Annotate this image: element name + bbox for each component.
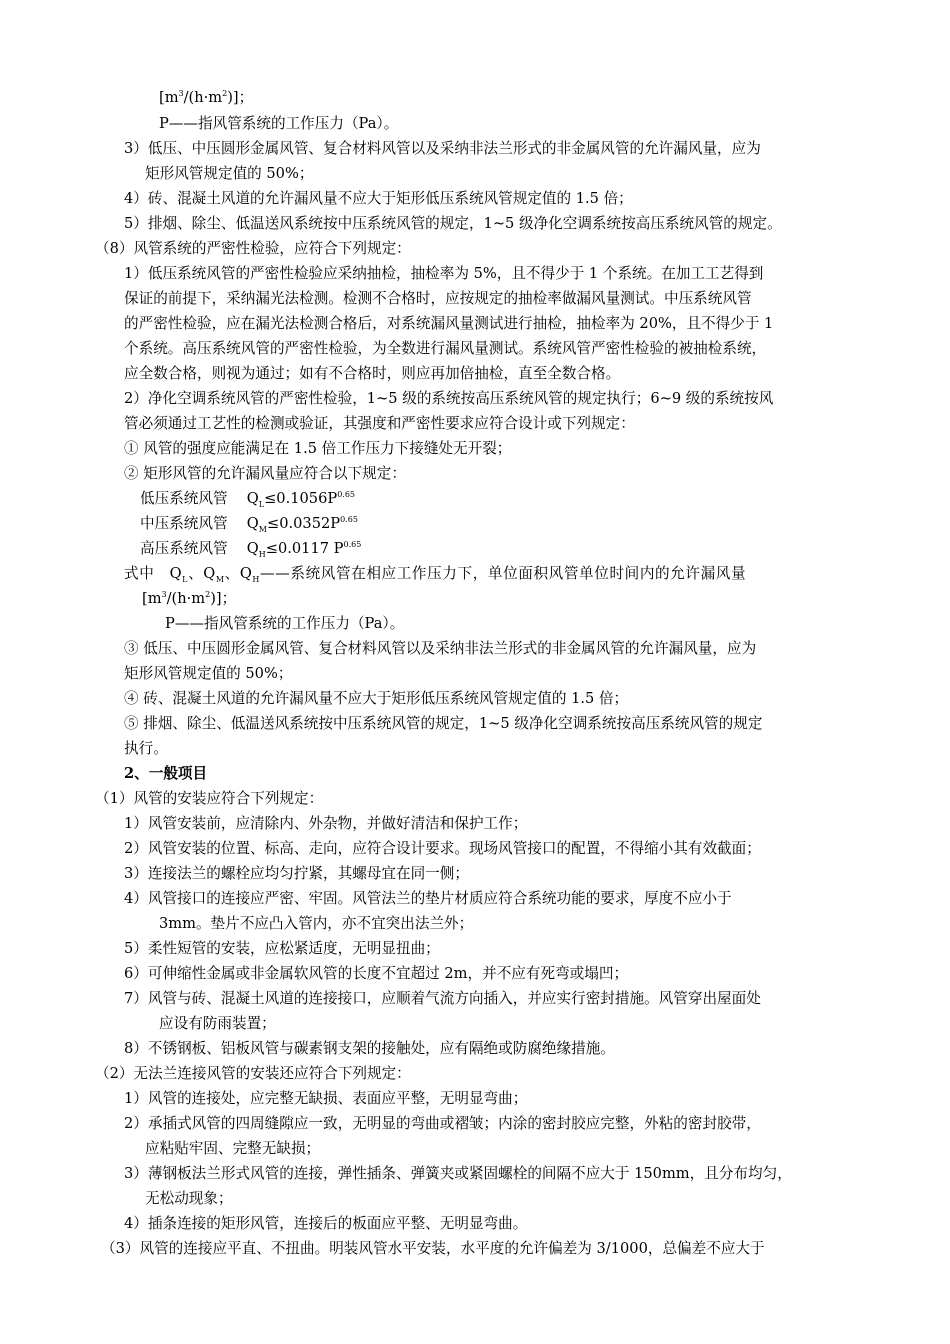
text-line: 1）风管的连接处，应完整无缺损、表面应平整，无明显弯曲； — [124, 1090, 528, 1107]
text-line: 式中 $Q_L$、$Q_M$、$Q_H——$系统风管在相应工作压力下，单位面积风管单位时间内的允许漏风量 — [124, 565, 747, 584]
text-line: 2）风管安装的位置、标高、走向，应符合设计要求。现场风管接口的配置，不得缩小其有效截面； — [124, 840, 761, 857]
text-line: 应设有防雨装置； — [159, 1015, 276, 1032]
text-line: 矩形风管规定值的 50%； — [145, 165, 314, 182]
text-line: $[m^3/(h\cdot m^2)]$； — [159, 89, 254, 106]
text-line: ① 风管的强度应能满足在 1.5 倍工作压力下接缝处无开裂； — [124, 440, 512, 457]
formula-line: 高压系统风管 $Q_H\le 0.0117$ $P^{0.65}$ — [140, 540, 362, 559]
text-line: （8）风管系统的严密性检验，应符合下列规定： — [95, 240, 411, 257]
text-line: 4）砖、混凝土风道的允许漏风量不应大于矩形低压系统风管规定值的 1.5 倍； — [124, 190, 633, 207]
text-line: 2）承插式风管的四周缝隙应一致，无明显的弯曲或褶皱；内涂的密封胶应完整，外粘的密封胶带， — [124, 1115, 761, 1132]
text-line: 应全数合格，则视为通过；如有不合格时，则应再加倍抽检，直至全数合格。 — [124, 365, 621, 382]
text-line: 1）风管安装前，应清除内、外杂物，并做好清洁和保护工作； — [124, 815, 528, 832]
formula-line: 中压系统风管 $Q_M\le 0.0352P^{0.65}$ — [140, 515, 358, 534]
text-line: 无松动现象； — [145, 1190, 233, 1207]
text-line: $[m^3/(h\cdot m^2)]$； — [142, 590, 237, 607]
text-line: 3）薄钢板法兰形式风管的连接，弹性插条、弹簧夹或紧固螺栓的间隔不应大于 150mm，且分布均匀， — [124, 1165, 792, 1182]
text-line: 保证的前提下，采纳漏光法检测。检测不合格时，应按规定的抽检率做漏风量测试。中压系统风管 — [124, 290, 752, 307]
text-line: 管必须通过工艺性的检测或验证，其强度和严密性要求应符合设计或下列规定： — [124, 415, 635, 432]
text-line: 3）连接法兰的螺栓应均匀拧紧，其螺母宜在同一侧； — [124, 865, 469, 882]
text-line: 矩形风管规定值的 50%； — [124, 665, 293, 682]
text-line: ⑤ 排烟、除尘、低温送风系统按中压系统风管的规定，1~5 级净化空调系统按高压系统风管的规定 — [124, 715, 763, 732]
text-line: 7）风管与砖、混凝土风道的连接接口，应顺着气流方向插入，并应实行密封措施。风管穿出屋面处 — [124, 990, 761, 1007]
text-line: 执行。 — [124, 740, 168, 757]
text-line: 6）可伸缩性金属或非金属软风管的长度不宜超过 2m，并不应有死弯或塌凹； — [124, 965, 629, 982]
text-line: ③ 低压、中压圆形金属风管、复合材料风管以及采纳非法兰形式的非金属风管的允许漏风量，应为 — [124, 640, 757, 657]
text-line: 3）低压、中压圆形金属风管、复合材料风管以及采纳非法兰形式的非金属风管的允许漏风量，应为 — [124, 140, 761, 157]
section-heading: 2、一般项目 — [124, 765, 208, 782]
text-line: 个系统。高压系统风管的严密性检验，为全数进行漏风量测试。系统风管严密性检验的被抽检系统， — [124, 340, 767, 357]
text-line: 1）低压系统风管的严密性检验应采纳抽检，抽检率为 5%，且不得少于 1 个系统。在加工工艺得到 — [124, 265, 764, 282]
text-line: 应粘贴牢固、完整无缺损； — [145, 1140, 321, 1157]
text-line: 8）不锈钢板、铝板风管与碳素钢支架的接触处，应有隔绝或防腐绝缘措施。 — [124, 1040, 615, 1057]
text-line: P——指风管系统的工作压力（Pa）。 — [159, 115, 399, 132]
text-line: 4）风管接口的连接应严密、牢固。风管法兰的垫片材质应符合系统功能的要求，厚度不应小于 — [124, 890, 732, 907]
text-line: 3mm。垫片不应凸入管内，亦不宜突出法兰外； — [159, 915, 474, 932]
formula-line: 低压系统风管 $Q_L\le 0.1056P^{0.65}$ — [140, 490, 356, 509]
text-line: ② 矩形风管的允许漏风量应符合以下规定： — [124, 465, 406, 482]
text-line: 4）插条连接的矩形风管，连接后的板面应平整、无明显弯曲。 — [124, 1215, 528, 1232]
text-line: （2）无法兰连接风管的安装还应符合下列规定： — [95, 1065, 411, 1082]
text-line: 2）净化空调系统风管的严密性检验，1~5 级的系统按高压系统风管的规定执行；6~9 级的系统按风 — [124, 390, 774, 407]
text-line: 5）柔性短管的安装，应松紧适度，无明显扭曲； — [124, 940, 440, 957]
text-line: ④ 砖、混凝土风道的允许漏风量不应大于矩形低压系统风管规定值的 1.5 倍； — [124, 690, 629, 707]
text-line: （3）风管的连接应平直、不扭曲。明装风管水平安装，水平度的允许偏差为 3/1000，总偏差不应大于 — [101, 1240, 765, 1257]
text-line: （1）风管的安装应符合下列规定： — [95, 790, 324, 807]
text-line: 5）排烟、除尘、低温送风系统按中压系统风管的规定，1~5 级净化空调系统按高压系统风管的规定。 — [124, 215, 782, 232]
text-line: P——指风管系统的工作压力（Pa）。 — [165, 615, 405, 632]
text-line: 的严密性检验，应在漏光法检测合格后，对系统漏风量测试进行抽检，抽检率为 20%，且不得少于 1 — [124, 315, 774, 332]
